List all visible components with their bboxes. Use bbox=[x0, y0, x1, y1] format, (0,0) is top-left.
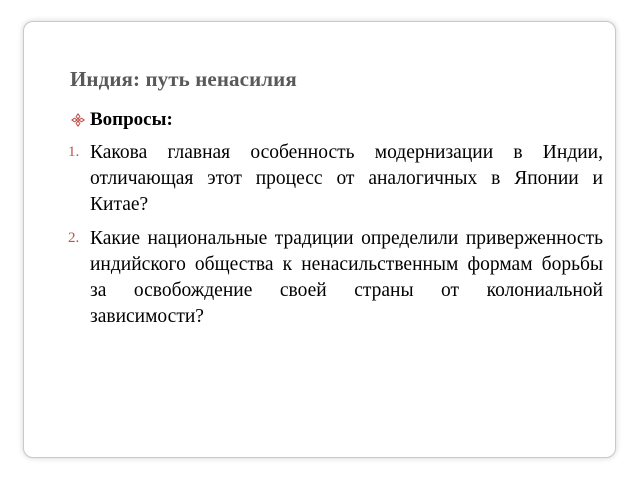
questions-heading: Вопросы: bbox=[90, 109, 173, 130]
heading-row bbox=[70, 108, 603, 132]
question-text: Какие национальные традиции определили приверженность индийского общества к ненасильственным формам борьбы за освобождение своей страны от колониальной зависимости? bbox=[90, 228, 603, 327]
list-number: 1. bbox=[68, 144, 80, 160]
question-text: Какова главная особенность модернизации в Индии, отличающая этот процесс от аналогичных в Японии и Китае? bbox=[90, 142, 603, 215]
list-item bbox=[68, 226, 603, 330]
slide-title: Индия: путь ненасилия bbox=[70, 67, 297, 91]
list-number: 2. bbox=[68, 230, 80, 246]
list-item bbox=[68, 140, 603, 218]
diamond-bullet-icon bbox=[70, 112, 86, 128]
slide-content bbox=[68, 108, 603, 330]
